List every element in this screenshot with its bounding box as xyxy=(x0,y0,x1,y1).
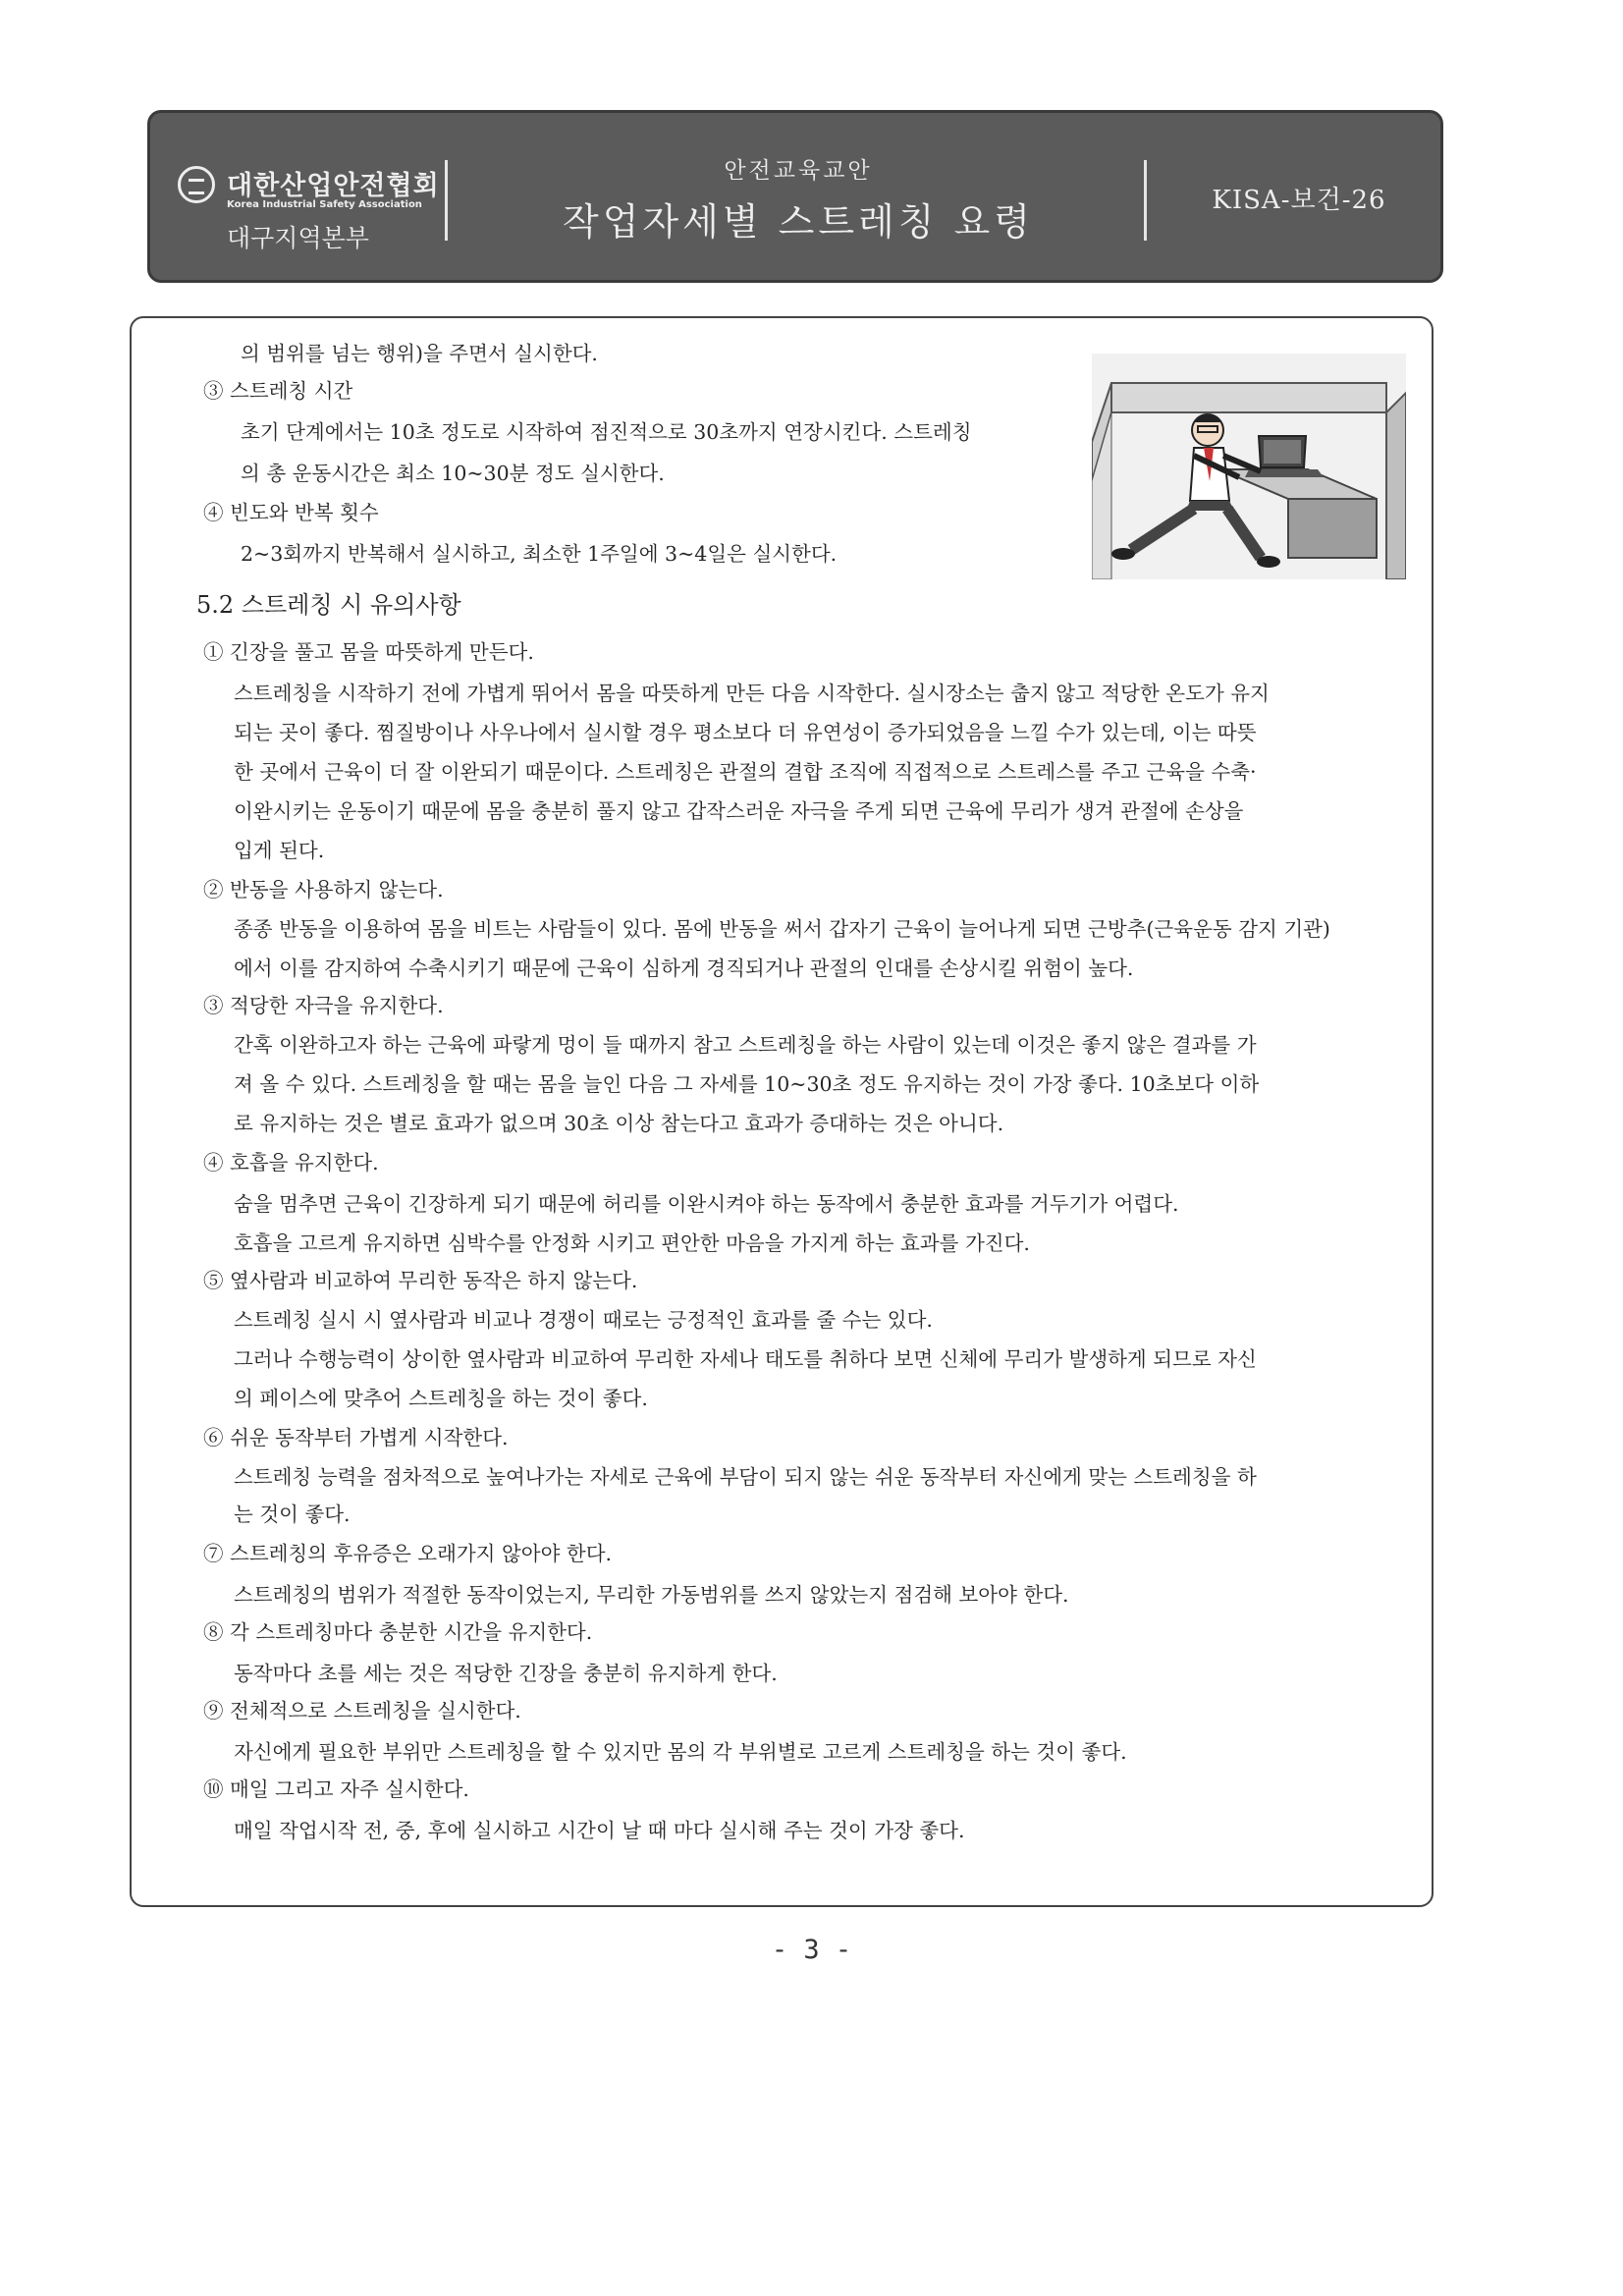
section-item-heading: ② 반동을 사용하지 않는다. xyxy=(203,878,444,902)
header-banner xyxy=(147,110,1443,283)
text-line: 로 유지하는 것은 별로 효과가 없으며 30초 이상 참는다고 효과가 증대하는 것은 아니다. xyxy=(234,1112,1004,1135)
text-line: 그러나 수행능력이 상이한 옆사람과 비교하여 무리한 자세나 태도를 취하다 보면 신체에 무리가 발생하게 되므로 자신 xyxy=(234,1347,1257,1371)
section-item-heading: ⑧ 각 스트레칭마다 충분한 시간을 유지한다. xyxy=(203,1620,593,1644)
section-item-heading: ⑨ 전체적으로 스트레칭을 실시한다. xyxy=(203,1699,521,1722)
document-subtitle: 안전교육교안 xyxy=(724,158,873,184)
document-code: KISA-보건-26 xyxy=(1212,186,1386,215)
text-line: 호흡을 고르게 유지하면 심박수를 안정화 시키고 편안한 마음을 가지게 하는 효과를 가진다. xyxy=(234,1231,1030,1255)
text-line: 초기 단계에서는 10초 정도로 시작하여 점진적으로 30초까지 연장시킨다. 스트레칭 xyxy=(241,420,972,444)
kisa-emblem-icon xyxy=(178,166,215,203)
section-item-heading: ③ 적당한 자극을 유지한다. xyxy=(203,994,444,1017)
org-region: 대구지역본부 xyxy=(227,224,369,252)
section-item-heading: ⑤ 옆사람과 비교하여 무리한 동작은 하지 않는다. xyxy=(203,1269,638,1292)
section-heading: 5.2 스트레칭 시 유의사항 xyxy=(196,591,461,619)
text-line: 매일 작업시작 전, 중, 후에 실시하고 시간이 날 때 마다 실시해 주는 것이 가장 좋다. xyxy=(234,1819,965,1842)
section-item-heading: ④ 빈도와 반복 횟수 xyxy=(203,501,379,524)
text-line: 에서 이를 감지하여 수축시키기 때문에 근육이 심하게 경직되거나 관절의 인대를 손상시킬 위험이 높다. xyxy=(234,957,1134,980)
section-item-heading: ⑩ 매일 그리고 자주 실시한다. xyxy=(203,1777,469,1801)
section-item-heading: ⑦ 스트레칭의 후유증은 오래가지 않아야 한다. xyxy=(203,1542,613,1565)
text-line: 는 것이 좋다. xyxy=(234,1503,351,1526)
text-line: 의 총 운동시간은 최소 10~30분 정도 실시한다. xyxy=(241,462,665,485)
text-line: 스트레칭 실시 시 옆사람과 비교나 경쟁이 때로는 긍정적인 효과를 줄 수는 있다. xyxy=(234,1308,933,1332)
text-line: 져 올 수 있다. 스트레칭을 할 때는 몸을 늘인 다음 그 자세를 10~30초 정도 유지하는 것이 가장 좋다. 10초보다 이하 xyxy=(234,1072,1260,1096)
text-line: 동작마다 초를 세는 것은 적당한 긴장을 충분히 유지하게 한다. xyxy=(234,1662,778,1685)
org-logo xyxy=(178,160,443,268)
text-line: 숨을 멈추면 근육이 긴장하게 되기 때문에 허리를 이완시켜야 하는 동작에서 충분한 효과를 거두기가 어렵다. xyxy=(234,1192,1179,1216)
header-divider xyxy=(1144,160,1147,241)
text-line: 의 범위를 넘는 행위)을 주면서 실시한다. xyxy=(241,342,598,365)
text-line: 되는 곳이 좋다. 찜질방이나 사우나에서 실시할 경우 평소보다 더 유연성이 증가되었음을 느낄 수가 있는데, 이는 따뜻 xyxy=(234,721,1257,744)
text-line: 종종 반동을 이용하여 몸을 비트는 사람들이 있다. 몸에 반동을 써서 갑자기 근육이 늘어나게 되면 근방추(근육운동 감지 기관) xyxy=(234,917,1330,941)
header-divider xyxy=(445,160,448,241)
org-name: 대한산업안전협회 xyxy=(227,171,440,201)
document-title: 작업자세별 스트레칭 요령 xyxy=(563,200,1034,244)
section-item-heading: ⑥ 쉬운 동작부터 가볍게 시작한다. xyxy=(203,1426,509,1449)
section-item-heading: ③ 스트레칭 시간 xyxy=(203,379,353,403)
text-line: 스트레칭의 범위가 적절한 동작이었는지, 무리한 가동범위를 쓰지 않았는지 점검해 보아야 한다. xyxy=(234,1583,1069,1607)
text-line: 입게 된다. xyxy=(234,839,325,862)
text-line: 2~3회까지 반복해서 실시하고, 최소한 1주일에 3~4일은 실시한다. xyxy=(241,542,838,566)
text-line: 간혹 이완하고자 하는 근육에 파랗게 멍이 들 때까지 참고 스트레칭을 하는 사람이 있는데 이것은 좋지 않은 결과를 가 xyxy=(234,1033,1257,1057)
text-line: 한 곳에서 근육이 더 잘 이완되기 때문이다. 스트레칭은 관절의 결합 조직에 직접적으로 스트레스를 주고 근육을 수축· xyxy=(234,760,1257,784)
text-line: 스트레칭 능력을 점차적으로 높여나가는 자세로 근육에 부담이 되지 않는 쉬운 동작부터 자신에게 맞는 스트레칭을 하 xyxy=(234,1465,1257,1489)
section-item-heading: ④ 호흡을 유지한다. xyxy=(203,1151,379,1175)
text-line: 의 페이스에 맞추어 스트레칭을 하는 것이 좋다. xyxy=(234,1387,648,1410)
section-item-heading: ① 긴장을 풀고 몸을 따뜻하게 만든다. xyxy=(203,640,534,664)
text-line: 스트레칭을 시작하기 전에 가볍게 뛰어서 몸을 따뜻하게 만든 다음 시작한다. 실시장소는 춥지 않고 적당한 온도가 유지 xyxy=(234,682,1270,705)
text-line: 이완시키는 운동이기 때문에 몸을 충분히 풀지 않고 갑작스러운 자극을 주게 되면 근육에 무리가 생겨 관절에 손상을 xyxy=(234,799,1244,823)
page-number: - 3 - xyxy=(771,1935,852,1965)
text-line: 자신에게 필요한 부위만 스트레칭을 할 수 있지만 몸의 각 부위별로 고르게 스트레칭을 하는 것이 좋다. xyxy=(234,1740,1127,1764)
org-name-english: Korea Industrial Safety Association xyxy=(227,199,422,210)
office-stretch-illustration xyxy=(1092,354,1406,579)
